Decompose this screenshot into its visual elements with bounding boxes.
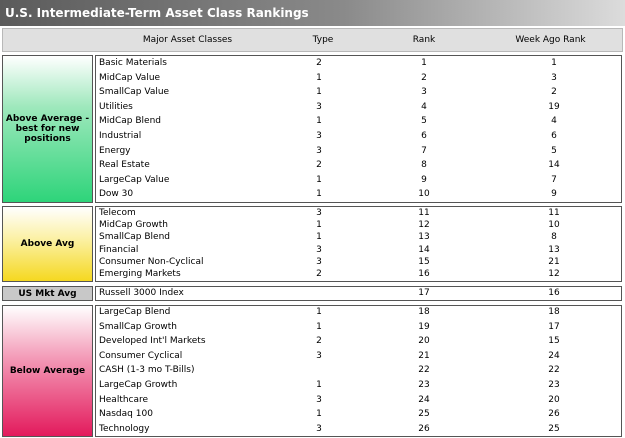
header-type: Type bbox=[312, 35, 334, 45]
asset-class-name: Russell 3000 Index bbox=[99, 288, 184, 298]
asset-class-name: Consumer Non-Cyclical bbox=[99, 256, 204, 267]
rank-value: 20 bbox=[418, 336, 430, 347]
group-label-above-avg: Above Avg bbox=[2, 206, 93, 282]
rank-value: 3 bbox=[421, 87, 427, 98]
asset-class-name: Real Estate bbox=[99, 160, 150, 171]
week-ago-rank-value: 9 bbox=[551, 189, 557, 200]
rank-value: 18 bbox=[418, 307, 430, 317]
week-ago-rank-value: 3 bbox=[551, 72, 557, 83]
asset-class-name: SmallCap Value bbox=[99, 87, 170, 98]
week-ago-rank-value: 17 bbox=[548, 321, 560, 332]
type-value: 1 bbox=[316, 409, 322, 420]
header-week-ago-rank: Week Ago Rank bbox=[515, 35, 586, 45]
header-rank: Rank bbox=[412, 35, 436, 45]
rank-value: 2 bbox=[421, 72, 427, 83]
asset-class-name: MidCap Blend bbox=[99, 116, 161, 127]
asset-class-name: Basic Materials bbox=[99, 58, 167, 68]
week-ago-rank-value: 22 bbox=[548, 365, 560, 376]
type-value: 1 bbox=[316, 307, 322, 317]
rank-value: 4 bbox=[421, 101, 427, 112]
type-value: 2 bbox=[316, 269, 322, 279]
asset-class-name: Consumer Cyclical bbox=[99, 350, 183, 361]
week-ago-rank-value: 26 bbox=[548, 409, 560, 420]
group-above-avg bbox=[2, 206, 622, 282]
type-value: 1 bbox=[316, 380, 322, 390]
rank-value: 12 bbox=[418, 220, 430, 231]
type-value: 3 bbox=[316, 145, 322, 156]
week-ago-rank-value: 25 bbox=[548, 423, 560, 434]
rank-value: 10 bbox=[418, 189, 430, 200]
asset-class-name: LargeCap Growth bbox=[99, 380, 178, 390]
type-value: 2 bbox=[316, 58, 322, 68]
asset-class-name: LargeCap Value bbox=[99, 174, 170, 185]
type-value: 3 bbox=[316, 131, 322, 141]
asset-class-name: Industrial bbox=[99, 131, 142, 141]
week-ago-rank-value: 1 bbox=[551, 58, 557, 68]
rank-value: 19 bbox=[418, 321, 430, 332]
group-table bbox=[95, 286, 622, 301]
group-label-above-average: Above Average - best for new positions bbox=[2, 55, 93, 203]
type-value: 3 bbox=[316, 256, 322, 267]
group-label-below-average: Below Average bbox=[2, 305, 93, 437]
week-ago-rank-value: 7 bbox=[551, 174, 557, 185]
rank-value: 13 bbox=[418, 232, 430, 243]
week-ago-rank-value: 8 bbox=[551, 232, 557, 243]
rank-value: 21 bbox=[418, 350, 430, 361]
rank-value: 5 bbox=[421, 116, 427, 127]
asset-class-name: Emerging Markets bbox=[99, 269, 181, 279]
week-ago-rank-value: 19 bbox=[548, 101, 560, 112]
week-ago-rank-value: 21 bbox=[548, 256, 560, 267]
rank-value: 1 bbox=[421, 58, 427, 68]
asset-class-name: SmallCap Growth bbox=[99, 321, 177, 332]
type-value: 3 bbox=[316, 101, 322, 112]
rank-value: 8 bbox=[421, 160, 427, 171]
asset-class-name: Utilities bbox=[99, 101, 133, 112]
type-value: 3 bbox=[316, 350, 322, 361]
group-table bbox=[95, 206, 622, 282]
week-ago-rank-value: 14 bbox=[548, 160, 560, 171]
asset-class-name: Telecom bbox=[99, 208, 136, 218]
rank-value: 16 bbox=[418, 269, 430, 279]
header-major-asset-classes: Major Asset Classes bbox=[142, 35, 233, 45]
week-ago-rank-value: 6 bbox=[551, 131, 557, 141]
week-ago-rank-value: 5 bbox=[551, 145, 557, 156]
week-ago-rank-value: 12 bbox=[548, 269, 560, 279]
week-ago-rank-value: 16 bbox=[548, 288, 560, 298]
rank-value: 14 bbox=[418, 244, 430, 255]
week-ago-rank-value: 20 bbox=[548, 394, 560, 405]
rank-value: 11 bbox=[418, 208, 430, 218]
asset-class-name: CASH (1-3 mo T-Bills) bbox=[99, 365, 195, 376]
rank-value: 26 bbox=[418, 423, 430, 434]
group-above-average bbox=[2, 55, 622, 203]
week-ago-rank-value: 23 bbox=[548, 380, 560, 390]
type-value: 1 bbox=[316, 321, 322, 332]
week-ago-rank-value: 2 bbox=[551, 87, 557, 98]
group-label-us-mkt-avg: US Mkt Avg bbox=[2, 286, 93, 301]
type-value: 3 bbox=[316, 244, 322, 255]
asset-class-name: Healthcare bbox=[99, 394, 149, 405]
rank-value: 25 bbox=[418, 409, 430, 420]
asset-class-name: LargeCap Blend bbox=[99, 307, 171, 317]
asset-class-name: Developed Int'l Markets bbox=[99, 336, 206, 347]
rank-value: 6 bbox=[421, 131, 427, 141]
type-value: 2 bbox=[316, 160, 322, 171]
rank-value: 7 bbox=[421, 145, 427, 156]
rank-value: 9 bbox=[421, 174, 427, 185]
type-value: 2 bbox=[316, 336, 322, 347]
rank-value: 22 bbox=[418, 365, 430, 376]
week-ago-rank-value: 18 bbox=[548, 307, 560, 317]
asset-class-name: Dow 30 bbox=[99, 189, 134, 200]
week-ago-rank-value: 10 bbox=[548, 220, 560, 231]
rank-value: 23 bbox=[418, 380, 430, 390]
type-value: 1 bbox=[316, 220, 322, 231]
table-header bbox=[2, 28, 623, 52]
asset-class-name: SmallCap Blend bbox=[99, 232, 170, 243]
type-value: 3 bbox=[316, 394, 322, 405]
asset-class-name: Technology bbox=[99, 423, 150, 434]
rank-value: 24 bbox=[418, 394, 430, 405]
week-ago-rank-value: 24 bbox=[548, 350, 560, 361]
week-ago-rank-value: 13 bbox=[548, 244, 560, 255]
page-title: U.S. Intermediate-Term Asset Class Rankings bbox=[0, 0, 625, 26]
type-value: 1 bbox=[316, 87, 322, 98]
asset-class-name: Financial bbox=[99, 244, 139, 255]
group-us-mkt-avg bbox=[2, 286, 622, 301]
asset-class-name: MidCap Growth bbox=[99, 220, 168, 231]
rank-value: 17 bbox=[418, 288, 430, 298]
asset-class-name: Energy bbox=[99, 145, 131, 156]
type-value: 1 bbox=[316, 72, 322, 83]
group-table bbox=[95, 305, 622, 437]
week-ago-rank-value: 4 bbox=[551, 116, 557, 127]
type-value: 3 bbox=[316, 208, 322, 218]
week-ago-rank-value: 15 bbox=[548, 336, 560, 347]
group-below-average bbox=[2, 305, 622, 437]
type-value: 3 bbox=[316, 423, 322, 434]
asset-class-name: MidCap Value bbox=[99, 72, 161, 83]
type-value: 1 bbox=[316, 232, 322, 243]
asset-class-name: Nasdaq 100 bbox=[99, 409, 153, 420]
type-value: 1 bbox=[316, 116, 322, 127]
rank-value: 15 bbox=[418, 256, 430, 267]
group-table bbox=[95, 55, 622, 203]
type-value: 1 bbox=[316, 174, 322, 185]
type-value: 1 bbox=[316, 189, 322, 200]
week-ago-rank-value: 11 bbox=[548, 208, 560, 218]
